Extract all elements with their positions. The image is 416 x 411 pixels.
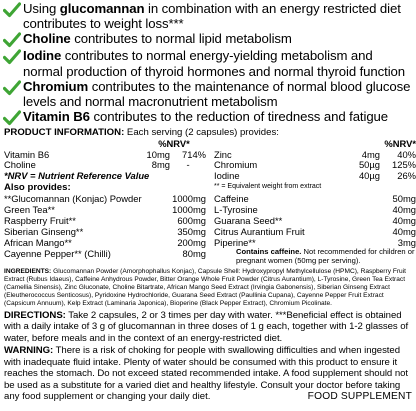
nrv-header: %NRV* bbox=[158, 137, 190, 149]
claim-chromium bbox=[3, 79, 416, 109]
also-provides-heading: Also provides: ** = Equivalent weight from extract bbox=[4, 182, 416, 193]
ingredient-row: Raspberry Fruit** 600mg bbox=[4, 215, 206, 227]
checkmark-icon bbox=[3, 2, 21, 18]
warning: WARNING: There is a risk of choking for people with swallowing difficulties and when ingested with inadequate fluid intake. Plenty of water should be consumed with this product to ensure it reaches the stomach. Do not exceed stated recommended intake. A food supplement should not be used as a substitute for a varied diet and healthy lifestyle. Consult your doctor before taking bbox=[4, 345, 409, 391]
claim-glucomannan bbox=[3, 1, 416, 31]
directions: DIRECTIONS: Take 2 capsules, 2 or 3 times per day with water. ***Beneficial effect is obtained with a daily intake of 3 g of glucomannan in three doses of 1 g each, together with 1-2 glasses of water, before meals and in the context of an energy-restricted diet. bbox=[4, 310, 409, 344]
product-info-heading: PRODUCT INFORMATION: Each serving (2 capsules) provides: bbox=[4, 127, 279, 139]
nutrient-row: Iodine 40µg 26% bbox=[214, 170, 416, 182]
warning-end-text: any food supplement or changing your daily diet. bbox=[4, 390, 211, 402]
ingredient-row: **Glucomannan (Konjac) Powder 1000mg bbox=[4, 193, 206, 204]
food-supplement-label: FOOD SUPPLEMENT bbox=[307, 390, 412, 402]
claim-choline bbox=[3, 31, 416, 48]
claim-vitamin-b6 bbox=[3, 109, 416, 126]
ingredient-row: African Mango** 200mg bbox=[4, 237, 206, 249]
claim-iodine bbox=[3, 48, 416, 78]
health-claims bbox=[0, 0, 416, 126]
checkmark-icon bbox=[3, 32, 21, 48]
claim-text: Vitamin B6 contributes to the reduction of tiredness and fatigue bbox=[23, 109, 389, 125]
nutrient-table bbox=[4, 139, 416, 182]
also-provides-left bbox=[4, 193, 206, 266]
checkmark-icon bbox=[3, 80, 21, 96]
ingredients-list: INGREDIENTS: Glucomannan Powder (Amorphophallus Konjac), Capsule Shell: Hydroxypropyl Methylcellulose (HPMC), Raspberry Fruit Extract (Rubus Idaeus), Caffeine Anhydrous Powder, Bitter Orange Whole Fruit Powder (Citrus Aurantium), L-Tyrosine, Green Tea Extract (Camellia Sinensis), Zinc Gluconate, Choline Bitartrate, African Mango Seed Extract (Irvingia Gabonensis), Siberian Ginseng Extract (Eleutherococcus Senticosus), Pyridoxine Hydrochloride, Guarana Seed Extract (Paullinia Cupana), Cayenne Pepper Fruit Extract (Capsicum Annuum), Kelp Extract (Laminaria Japonica), Bioperine (Black Pepper Extract), Chromium Picolinate. bbox=[4, 268, 407, 308]
ingredient-row: L-Tyrosine 40mg bbox=[214, 204, 416, 216]
nutrient-row: Chromium 50µg 125% bbox=[214, 159, 416, 171]
nrv-header: %NRV* bbox=[384, 137, 416, 149]
also-provides-right bbox=[214, 193, 416, 266]
claim-text: Using glucomannan in combination with an energy restricted diet contributes to weight loss*** bbox=[23, 1, 401, 32]
caffeine-note: Contains caffeine. Not recommended for children or pregnant women (50mg per serving). bbox=[236, 247, 415, 266]
ingredient-row: Caffeine 50mg bbox=[214, 193, 416, 204]
ingredient-row: Piperine** 3mg bbox=[214, 237, 416, 249]
claim-text: Choline contributes to normal lipid metabolism bbox=[23, 31, 292, 47]
ingredient-row: Green Tea** 1000mg bbox=[4, 204, 206, 216]
claim-text: Iodine contributes to normal energy-yielding metabolism and normal production of thyroid hormones and normal thyroid function bbox=[23, 48, 406, 79]
extract-note: ** = Equivalent weight from extract bbox=[214, 183, 322, 190]
also-provides-table bbox=[4, 193, 416, 266]
ingredient-row: Guarana Seed** 40mg bbox=[214, 215, 416, 227]
nutrient-row: Choline 8mg - bbox=[4, 159, 190, 171]
nrv-note: *NRV = Nutrient Reference Value bbox=[4, 170, 150, 182]
ingredient-row: Siberian Ginseng** 350mg bbox=[4, 226, 206, 238]
nutrient-column-left bbox=[4, 139, 206, 182]
ingredient-row: Cayenne Pepper** (Chilli) 80mg bbox=[4, 248, 206, 260]
warning-last-line bbox=[4, 391, 412, 402]
nutrient-column-right bbox=[214, 139, 416, 182]
checkmark-icon bbox=[3, 110, 21, 126]
claim-text: Chromium contributes to the maintenance of normal blood glucose levels and normal macronutrient metabolism bbox=[23, 78, 411, 110]
nutrient-row: Zinc 4mg 40% bbox=[214, 148, 416, 160]
nutrient-row: Vitamin B6 10mg 714% bbox=[4, 148, 206, 160]
ingredient-row: Citrus Aurantium Fruit 40mg bbox=[214, 226, 416, 238]
checkmark-icon bbox=[3, 49, 21, 65]
